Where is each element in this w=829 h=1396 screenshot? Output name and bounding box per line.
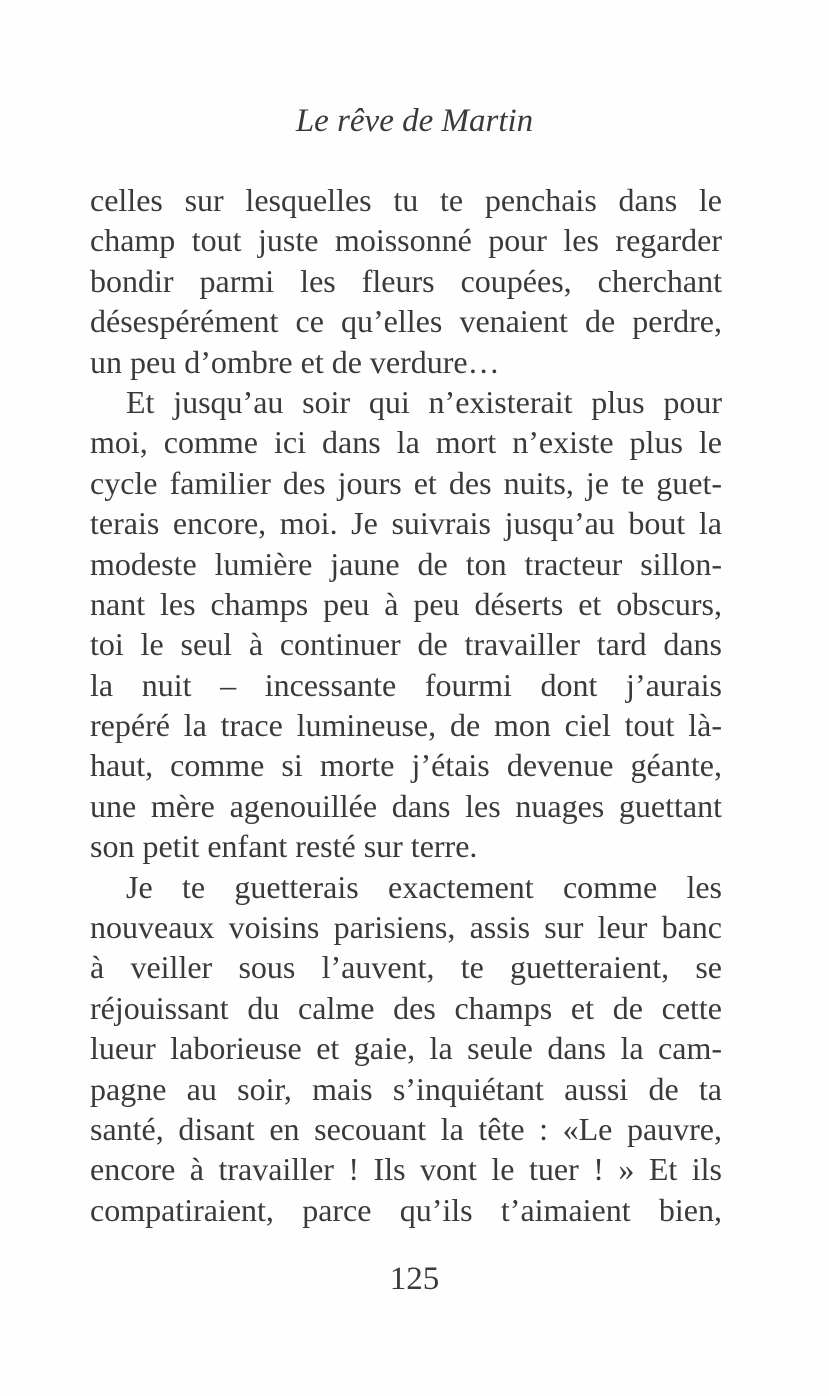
text-line: encore à travailler ! Ils vont le tuer ! » Et ils: [90, 1151, 722, 1188]
text-line: réjouissant du calme des champs et de cette: [90, 989, 722, 1026]
text-line: à veiller sous l’auvent, te guetteraient, se: [90, 949, 722, 986]
page-number: 125: [389, 1261, 440, 1297]
text-line: modeste lumière jaune de ton tracteur sillon-: [90, 545, 722, 582]
text-line: pagne au soir, mais s’inquiétant aussi de ta: [90, 1070, 722, 1107]
text-line: nant les champs peu à peu déserts et obscurs,: [90, 585, 722, 622]
text-line: celles sur lesquelles tu te penchais dans le: [90, 182, 722, 218]
text-line: toi le seul à continuer de travailler tard dans: [90, 626, 722, 663]
running-title: Le rêve de Martin: [295, 103, 534, 139]
text-line: Et jusqu’au soir qui n’existerait plus pour: [126, 383, 722, 420]
text-line: compatiraient, parce qu’ils t’aimaient bien,: [90, 1191, 722, 1228]
text-line: lueur laborieuse et gaie, la seule dans la cam-: [90, 1030, 722, 1067]
text-line: une mère agenouillée dans les nuages guettant: [90, 787, 722, 824]
body-text: [90, 180, 722, 1230]
text-line: la nuit – incessante fourmi dont j’aurais: [90, 666, 722, 703]
text-line: Je te guetterais exactement comme les: [126, 868, 722, 905]
text-line: santé, disant en secouant la tête : «Le pauvre,: [90, 1110, 722, 1147]
text-line: terais encore, moi. Je suivrais jusqu’au bout la: [90, 505, 722, 542]
text-line: champ tout juste moissonné pour les regarder: [90, 222, 722, 259]
text-line: bondir parmi les fleurs coupées, cherchant: [90, 262, 722, 299]
text-line: nouveaux voisins parisiens, assis sur leur banc: [90, 909, 722, 946]
text-line: désespérément ce qu’elles venaient de perdre,: [90, 303, 722, 340]
text-line: moi, comme ici dans la mort n’existe plus le: [90, 424, 722, 461]
text-line: cycle familier des jours et des nuits, je te guet-: [90, 464, 722, 501]
text-line: haut, comme si morte j’étais devenue géante,: [90, 747, 722, 784]
text-line: un peu d’ombre et de verdure…: [90, 343, 500, 380]
text-line: repéré la trace lumineuse, de mon ciel tout là-: [90, 707, 722, 744]
text-line: son petit enfant resté sur terre.: [90, 828, 478, 865]
